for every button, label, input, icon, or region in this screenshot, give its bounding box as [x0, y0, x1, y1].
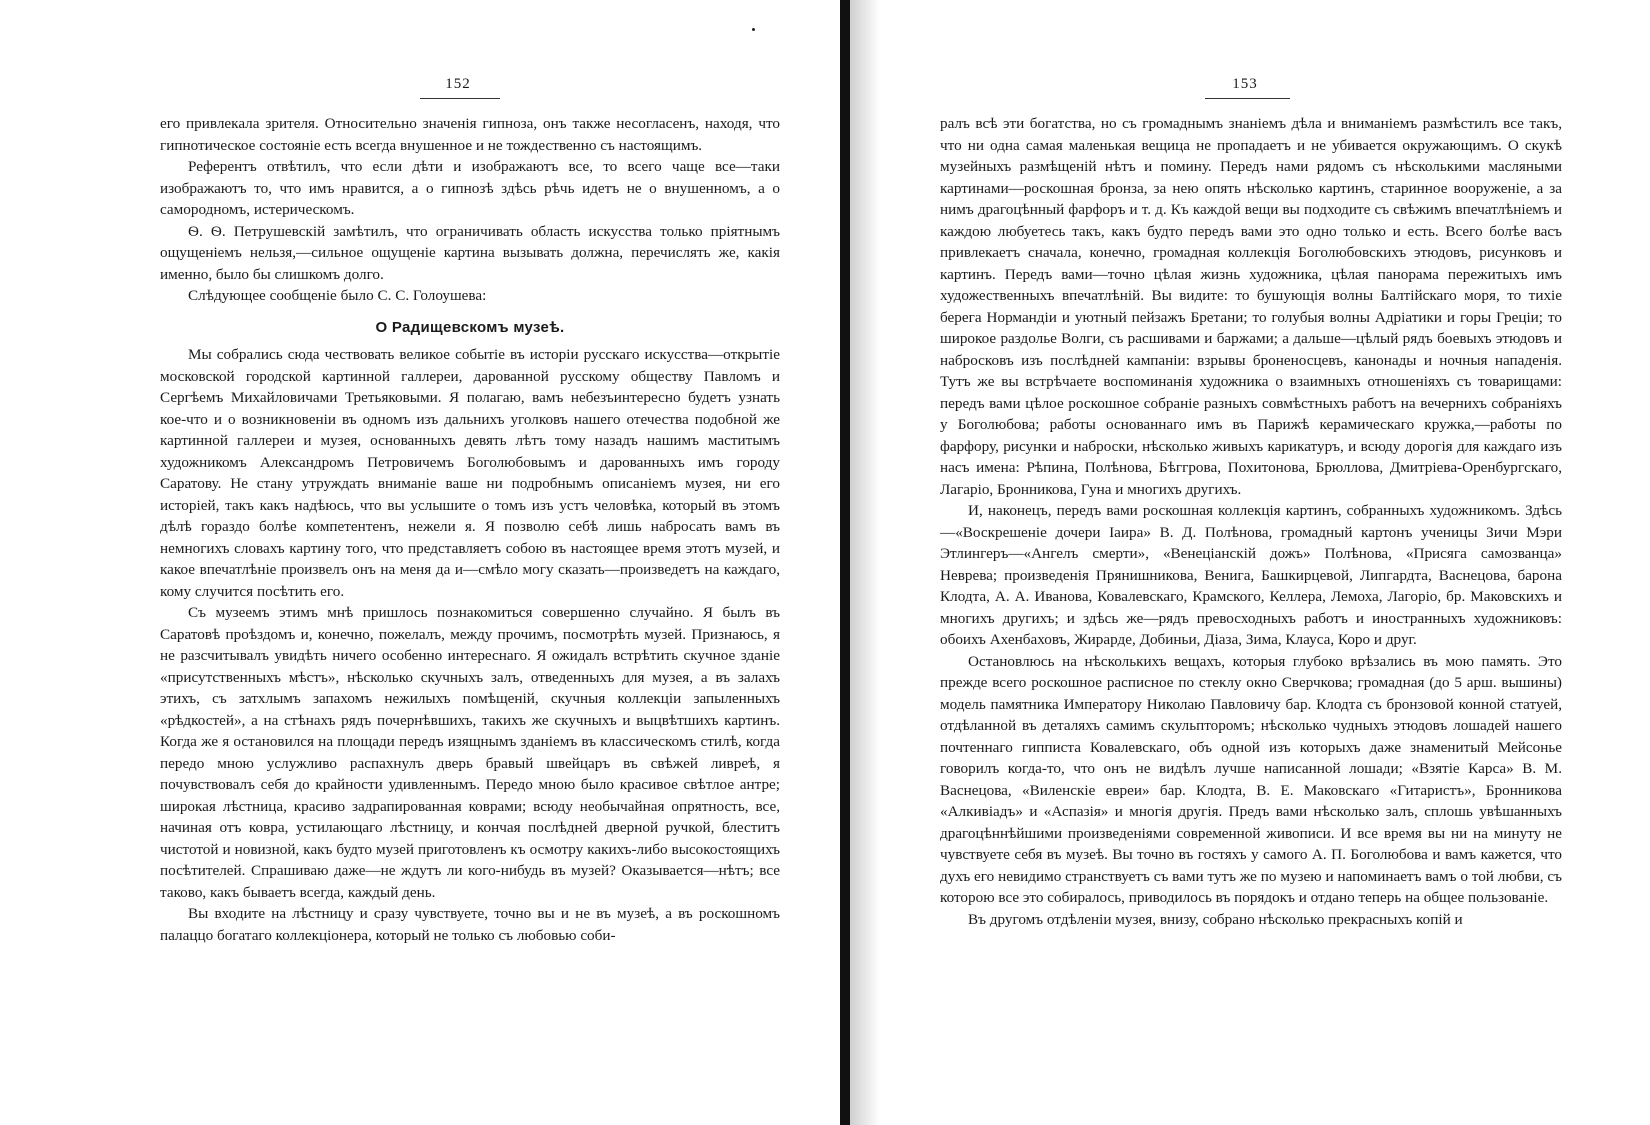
book-gutter	[840, 0, 850, 1125]
page-number-rule	[420, 98, 500, 99]
section-heading: О Радищевскомъ музеѣ.	[375, 318, 565, 336]
right-page-text	[940, 113, 1562, 930]
paragraph: Мы собрались сюда чествовать великое событіе въ исторіи русскаго искусства—открытіе московской городской картинной галлереи, дарованной русскому обществу Павломъ и Сергѣемъ Михайловичами Третьяковыми. Я полагаю, вамъ небезъинтересно будетъ узнать кое-что и о возникновеніи въ одномъ изъ дальнихъ уголковъ нашего отечества подобной же картинной галлереи и музея, основанныхъ девять лѣтъ тому назадъ нашимъ маститымъ художникомъ Александромъ Петровичемъ Боголюбовымъ и дарованныхъ имъ городу Саратову. Не стану утруждать вниманіе ваше ни подробнымъ описаніемъ музея, ни его исторіей, такъ какъ надѣюсь, что вы услышите о томъ изъ устъ человѣка, который въ этомъ дѣлѣ гораздо болѣе компетентенъ, нежели я. Я позволю себѣ лишь набросать вамъ въ немногихъ словахъ картину того, что представляетъ собою въ настоящее время этотъ музей, и какое впечатлѣніе произвелъ онъ на меня да и—смѣло могу сказать—произведетъ на каждаго, кому случится посѣтить его.	[160, 346, 780, 600]
page-number: 153	[1232, 76, 1258, 92]
paragraph: Остановлюсь на нѣсколькихъ вещахъ, которыя глубоко врѣзались въ мою память. Это прежде всего роскошное расписное по стеклу окно Сверчкова; громадная (до 5 арш. вышины) модель памятника Императору Николаю Павловичу бар. Клодта съ бронзовой конной статуей, отдѣланной въ деталяхъ самимъ скульпторомъ; нѣсколько чудныхъ этюдовъ лошадей нашего почтеннаго гипписта Ковалевскаго, объ одной изъ которыхъ даже знаменитый Мейсонье говорилъ когда-то, что онъ не видѣлъ лучше написанной лошади; «Взятіе Карса» В. М. Васнецова, «Виленскіе евреи» бар. Клодта, В. Е. Маковскаго «Гитаристъ», Бронникова «Алкивіадъ» и «Аспазія» и многія другія. Предъ вами нѣсколько залъ, сплошь увѣшанныхъ драгоцѣннѣйшими произведеніями современной живописи. И все время вы ни на минуту не чувствуете себя въ музеѣ. Вы точно въ гостяхъ у самого А. П. Боголюбова и вамъ кажется, что духъ его невидимо странствуетъ съ вами тутъ же по музею и напоминаетъ вамъ о той любви, съ которою все это собиралось, приводилось въ порядокъ и отдано теперь на общее пользованіе.	[940, 652, 1562, 906]
paragraph: Слѣдующее сообщеніе было С. С. Голоушева:	[188, 287, 487, 304]
paragraph: Съ музеемъ этимъ мнѣ пришлось познакомиться совершенно случайно. Я былъ въ Саратовѣ проѣздомъ и, конечно, пожелалъ, между прочимъ, посмотрѣть музей. Признаюсь, я не разсчитывалъ увидѣть ничего особенно интереснаго. Я ожидалъ встрѣтить скучное зданіе «присутственныхъ мѣстъ», нѣсколько скучныхъ залъ, отведенныхъ для музея, а въ залахъ этихъ, съ затхлымъ запахомъ нежилыхъ помѣщеній, скучныя коллекціи запыленныхъ «рѣдкостей», а на стѣнахъ рядъ почернѣвшихъ, такихъ же скучныхъ и выцвѣтшихъ картинъ. Когда же я остановился на площади передъ изящнымъ зданіемъ въ классическомъ стилѣ, когда передо мною услужливо распахнулъ дверь бравый швейцаръ въ свѣжей ливреѣ, я почувствовалъ себя до крайности удивленнымъ. Передо мною было красивое свѣтлое антре; широкая лѣстница, красиво задрапированная коврами; всюду необычайная опрятность, все, начиная отъ ковра, устилающаго лѣстницу, и кончая послѣдней дверной ручкой, блеститъ чистотой и новизной, какъ будто музей приготовленъ къ осмотру какихъ-либо высокостоящихъ посѣтителей. Спрашиваю даже—не ждутъ ли кого-нибудь въ музей? Оказывается—нѣтъ; все таково, какъ бываетъ всегда, каждый день.	[160, 604, 780, 901]
left-page-text	[160, 113, 780, 946]
paragraph: И, наконецъ, передъ вами роскошная коллекція картинъ, собранныхъ художникомъ. Здѣсь—«Воскрешеніе дочери Іаира» В. Д. Полѣнова, громадный картонъ ученицы Зичи Мэри Этлингеръ—«Ангелъ смерти», «Венеціанскій дожъ» Полѣнова, «Присяга самозванца» Неврева; произведенія Прянишникова, Венига, Башкирцевой, Липгардта, Васнецова, барона Клодта, А. А. Иванова, Ковалевскаго, Крамского, Келлера, Лемоха, Лагоріо, бр. Маковскихъ и многихъ другихъ; и здѣсь же—рядъ превосходныхъ работъ и иностранныхъ художниковъ: обоихъ Ахенбаховъ, Жирарде, Добиньи, Діаза, Зима, Клауса, Коро и друг.	[940, 502, 1562, 648]
paragraph: его привлекала зрителя. Относительно значенія гипноза, онъ также несогласенъ, находя, что гипнотическое состояніе есть всегда внушенное и не тождественно съ настоящимъ.	[160, 115, 780, 154]
paragraph: Ѳ. Ѳ. Петрушевскій замѣтилъ, что ограничивать область искусства только пріятнымъ ощущеніемъ нельзя,—сильное ощущеніе картина вызывать должна, перечислять же, какія именно, было бы слишкомъ долго.	[160, 222, 780, 283]
right-page	[880, 0, 1650, 1125]
paragraph: ралъ всѣ эти богатства, но съ громаднымъ знаніемъ дѣла и вниманіемъ размѣстилъ все такъ, что ни одна самая маленькая вещица не пропадаетъ и не убивается окружающимъ. О скукѣ музейныхъ размѣщеній нѣтъ и помину. Передъ нами рядомъ съ нѣсколькими масляными картинами—роскошная бронза, за нею опять нѣсколько картинъ, старинное вооруженіе, а за нимъ драгоцѣнный фарфоръ и т. д. Къ каждой вещи вы подходите съ свѣжимъ впечатлѣніемъ и каждою любуетесь такъ, какъ будто передъ вами это одно только и есть. Всего болѣе васъ привлекаетъ сначала, конечно, громадная коллекція Боголюбовскихъ этюдовъ, рисунковъ и картинъ. Передъ вами—точно цѣлая жизнь художника, цѣлая панорама пережитыхъ имъ художественныхъ впечатлѣній. Вы видите: то бушующія волны Балтійскаго моря, то тихіе берега Нормандіи и уютный пейзажъ Бретани; то голубыя волны Адріатики и горы Греціи; то широкое раздолье Волги, съ расшивами и баржами; а дальше—цѣлый рядъ боевыхъ этюдовъ и набросковъ изъ послѣдней кампаніи: взрывы броненосцевъ, канонады и ночныя нападенія. Тутъ же вы встрѣчаете воспоминанія художника о взаимныхъ отношеніяхъ съ товарищами: передъ вами цѣлое роскошное собраніе разныхъ совмѣстныхъ работъ на вечернихъ собраніяхъ у Боголюбова; работы основаннаго имъ въ Парижѣ керамическаго кружка,—работы по фарфору, рисунки и наброски, нѣсколько живыхъ карикатуръ, и всюду дорогія для каждаго изъ насъ имена: Рѣпина, Полѣнова, Бѣггрова, Похитонова, Брюллова, Дмитріева-Оренбургскаго, Лагаріо, Бронникова, Гуна и многихъ другихъ.	[940, 115, 1562, 498]
gutter-shadow	[850, 0, 880, 1125]
page-number-rule	[1205, 98, 1290, 99]
page-number: 152	[445, 76, 471, 92]
paragraph: Въ другомъ отдѣленіи музея, внизу, собрано нѣсколько прекрасныхъ копій и	[968, 910, 1463, 928]
paragraph: Референтъ отвѣтилъ, что если дѣти и изображаютъ все, то всего чаще все—таки изображаютъ то, что имъ нравится, а о гипнозѣ здѣсь рѣчь идетъ не о внушенномъ, а о самородномъ, истерическомъ.	[160, 158, 780, 218]
paragraph: Вы входите на лѣстницу и сразу чувствуете, точно вы и не въ музеѣ, а въ роскошномъ палаццо богатаго коллекціонера, который не только съ любовью соби-	[160, 905, 780, 944]
